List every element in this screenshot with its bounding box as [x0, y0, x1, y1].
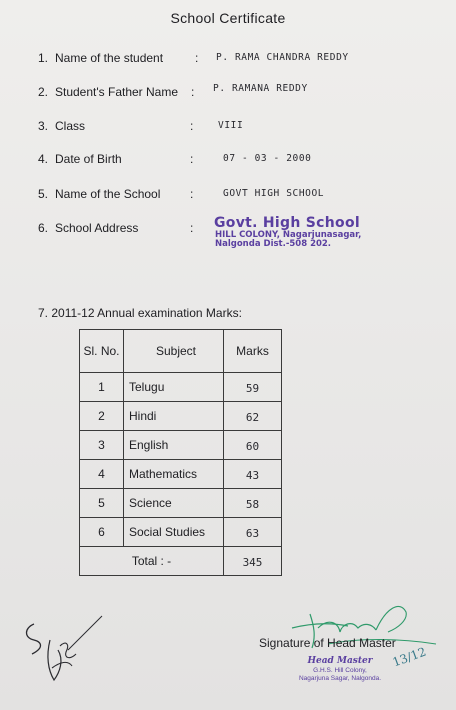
cell-subject: Hindi [124, 402, 224, 431]
stamp-line: G.H.S. Hill Colony, [313, 667, 367, 675]
field-label: Class [55, 119, 86, 133]
field-label: Date of Birth [55, 152, 122, 166]
field-label: Name of the student [55, 51, 164, 65]
signature-label: Signature of Head Master [259, 636, 396, 650]
field-label: School Address [55, 221, 139, 235]
cell-subject: Telugu [124, 373, 224, 402]
field-school-address [38, 221, 194, 235]
cell-sl: 6 [80, 518, 124, 547]
header-subject: Subject [124, 330, 224, 373]
field-colon: : [190, 221, 194, 235]
field-colon: : [195, 51, 199, 65]
field-father-name [38, 83, 308, 99]
field-student-name [38, 51, 349, 65]
header-marks: Marks [224, 330, 282, 373]
field-value: P. RAMA CHANDRA REDDY [216, 52, 349, 63]
cell-sl: 1 [80, 373, 124, 402]
stamp-district-line: Nalgonda Dist.-508 202. [215, 238, 332, 249]
cell-sl: 4 [80, 460, 124, 489]
cell-sl: 3 [80, 431, 124, 460]
cell-sl: 5 [80, 489, 124, 518]
field-number: 4. [38, 152, 49, 166]
table-row [80, 518, 282, 547]
cell-subject: Science [124, 489, 224, 518]
field-number: 5. [38, 187, 49, 201]
field-dob [38, 152, 312, 166]
field-class [38, 119, 244, 133]
stamp-title: Head Master [307, 656, 373, 666]
table-row [80, 431, 282, 460]
field-value: P. RAMANA REDDY [213, 83, 308, 94]
field-value: GOVT HIGH SCHOOL [223, 188, 325, 199]
cell-marks: 43 [224, 460, 282, 489]
field-label: Student's Father Name [55, 85, 179, 99]
field-value: VIII [218, 120, 244, 131]
head-master-stamp [290, 656, 390, 684]
field-school-name [38, 187, 325, 201]
field-colon: : [191, 85, 195, 99]
signature-date: 13/12 [390, 644, 428, 670]
field-colon: : [190, 152, 194, 166]
marks-table [79, 329, 282, 576]
field-number: 1. [38, 51, 49, 65]
stamp-line: Nagarjuna Sagar, Nalgonda. [298, 675, 382, 683]
initials-signature [20, 610, 110, 690]
total-value: 345 [224, 547, 282, 576]
table-row [80, 460, 282, 489]
marks-heading: 7. 2011-12 Annual examination Marks: [38, 306, 242, 320]
field-number: 3. [38, 119, 49, 133]
page-title: School Certificate [170, 10, 286, 26]
header-sl-no: Sl. No. [80, 330, 124, 373]
total-label: Total : - [80, 547, 224, 576]
table-row [80, 489, 282, 518]
stamp-school-name: Govt. High School [214, 215, 360, 231]
field-number: 6. [38, 221, 49, 235]
cell-subject: Social Studies [124, 518, 224, 547]
field-number: 2. [38, 85, 49, 99]
field-colon: : [190, 187, 194, 201]
cell-marks: 58 [224, 489, 282, 518]
cell-sl: 2 [80, 402, 124, 431]
table-row [80, 373, 282, 402]
table-row [80, 402, 282, 431]
table-total-row [80, 547, 282, 576]
cell-marks: 59 [224, 373, 282, 402]
field-value: 07 - 03 - 2000 [223, 153, 312, 164]
field-colon: : [190, 119, 194, 133]
table-header-row [80, 330, 282, 373]
school-address-stamp [214, 216, 361, 249]
field-label: Name of the School [55, 187, 161, 201]
cell-subject: Mathematics [124, 460, 224, 489]
cell-marks: 63 [224, 518, 282, 547]
cell-subject: English [124, 431, 224, 460]
cell-marks: 60 [224, 431, 282, 460]
cell-marks: 62 [224, 402, 282, 431]
stamp-address-line: HILL COLONY, Nagarjunasagar, [215, 229, 362, 240]
